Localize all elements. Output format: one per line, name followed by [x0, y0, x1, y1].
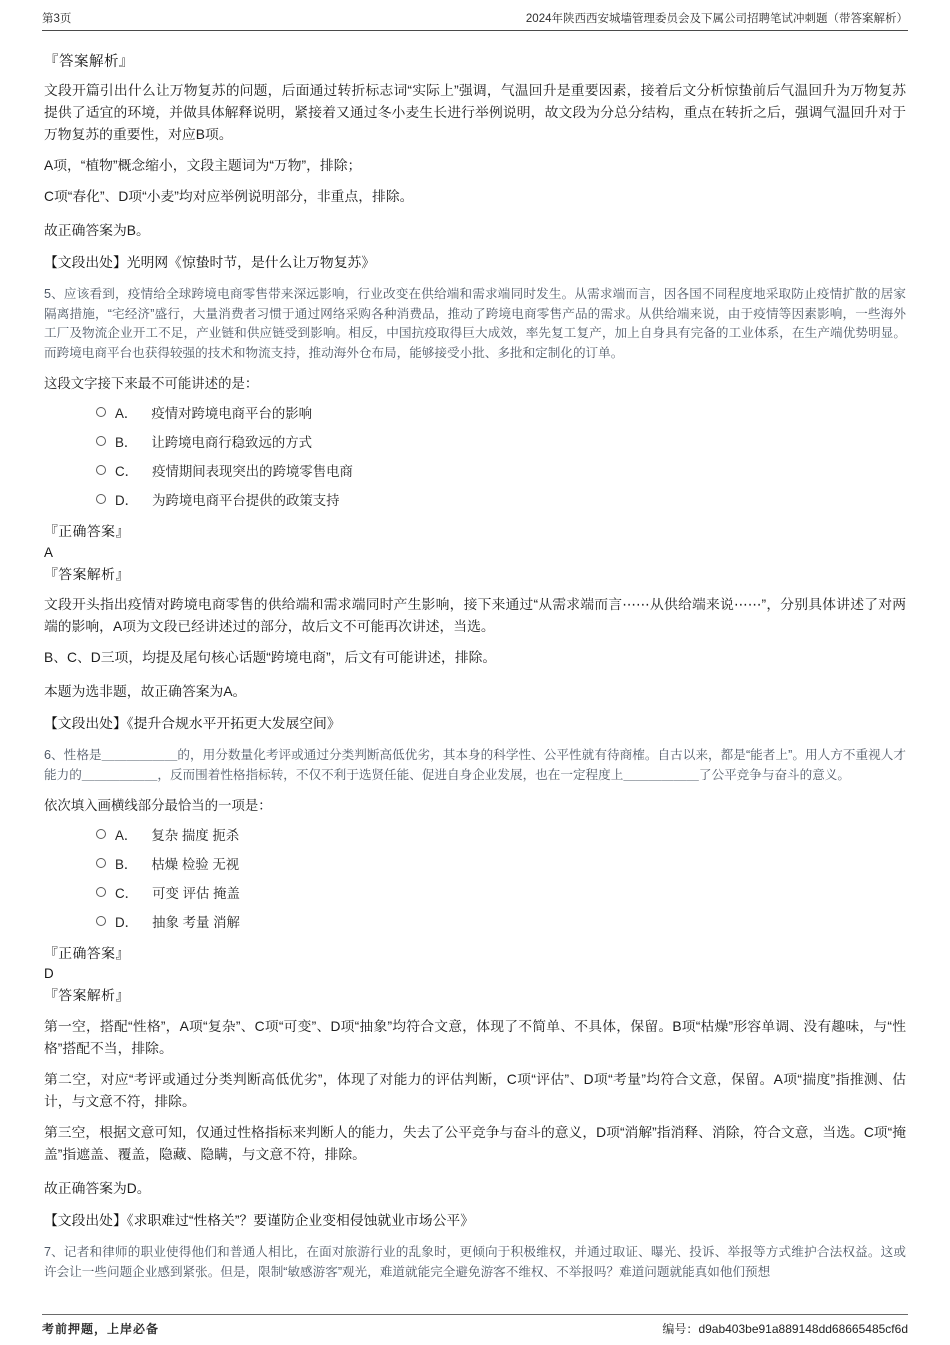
- verdict-line: 故正确答案为B。: [44, 223, 150, 239]
- option-row-6a[interactable]: [44, 822, 906, 846]
- option-row-5b[interactable]: [44, 429, 906, 453]
- answer-block-6: [44, 943, 906, 1007]
- answer-block-5: [44, 521, 906, 585]
- option-text: 复杂 揣度 扼杀: [151, 827, 240, 843]
- footer-code-value: d9ab403be91a889148dd68665485cf6d: [698, 1322, 908, 1336]
- option-letter: D．: [115, 492, 139, 508]
- source-line: 【文段出处】《提升合规水平开拓更大发展空间》: [44, 716, 341, 732]
- source-line: 【文段出处】光明网《惊蛰时节，是什么让万物复苏》: [44, 255, 376, 271]
- analysis-paragraph: 第一空，搭配“性格”，A项“复杂”、C项“可变”、D项“抽象”均符合文意，体现了不简单、不具体，保留。B项“枯燥”形容单调、没有趣味，与“性格”搭配不当，排除。: [44, 1018, 906, 1056]
- option-row-5a[interactable]: [44, 400, 906, 424]
- question-prompt-6: 依次填入画横线部分最恰当的一项是：: [44, 798, 272, 814]
- verdict-line: 故正确答案为D。: [44, 1181, 151, 1196]
- verdict-line: 本题为选非题，故正确答案为A。: [44, 684, 247, 700]
- document-title: 2024年陕西西安城墙管理委员会及下属公司招聘笔试冲刺题（带答案解析）: [525, 13, 908, 25]
- option-row-5d[interactable]: [44, 487, 906, 511]
- option-text: 为跨境电商平台提供的政策支持: [152, 492, 340, 508]
- option-letter: C．: [115, 885, 139, 901]
- option-text: 枯燥 检验 无视: [151, 856, 240, 872]
- option-letter: B．: [115, 856, 138, 872]
- footer-slogan: 考前押题，上岸必备: [42, 1322, 160, 1336]
- option-text: 让跨境电商行稳致远的方式: [151, 434, 313, 450]
- page-header: [0, 0, 950, 31]
- radio-button[interactable]: [96, 858, 106, 868]
- analysis-label: 『答案解析』: [44, 988, 130, 1004]
- option-text: 可变 评估 掩盖: [152, 885, 240, 901]
- option-letter: A．: [115, 827, 138, 843]
- document-body: [0, 31, 950, 1282]
- analysis-paragraph: 第三空，根据文意可知，仅通过性格指标来判断人的能力，失去了公平竞争与奋斗的意义，D项“消解”指消释、消除，符合文意，当选。C项“掩盖”指遮盖、覆盖，隐藏、隐瞒，与文意不符，排除。: [44, 1124, 906, 1162]
- option-letter: D．: [115, 914, 139, 930]
- analysis-label: 『答案解析』: [44, 54, 134, 70]
- analysis-paragraph: B、C、D三项，均提及尾句核心话题“跨境电商”，后文有可能讲述，排除。: [44, 650, 497, 666]
- question-stem-5: 5、应该看到，疫情给全球跨境电商零售带来深远影响，行业改变在供给端和需求端同时发生。从需求端而言，因各国不同程度地采取防止疫情扩散的居家隔离措施，“宅经济”盛行，大量消费者习惯于通过网络采购各种消费品，推动了跨境电商零售产品的需求。从供给端来说，由于疫情等因素影响，一些海外工厂及物流企业开工不足，产业链和供应链受到影响。相反，中国抗疫取得巨大成效，率先复工复产，加上自身具有完备的工业体系，在生产端优势明显。而跨境电商平台也获得较强的技术和物流支持，推动海外仓布局，能够接受小批、多批和定制化的订单。: [44, 287, 906, 360]
- analysis-paragraph: 文段开头指出疫情对跨境电商零售的供给端和需求端同时产生影响，接下来通过“从需求端而言⋯⋯从供给端来说⋯⋯”，分别具体讲述了对两端的影响，A项为文段已经讲述过的部分，故后文不可能再次讲述，当选。: [44, 596, 906, 634]
- analysis-paragraph: 第二空，对应“考评或通过分类判断高低优劣”，体现了对能力的评估判断，C项“评估”、D项“考量”均符合文意，保留。A项“揣度”指推测、估计，与文意不符，排除。: [44, 1071, 906, 1109]
- analysis-paragraph: 文段开篇引出什么让万物复苏的问题，后面通过转折标志词“实际上”强调，气温回升是重要因素，接着后文分析惊蛰前后气温回升为万物复苏提供了适宜的环境，并做具体解释说明，紧接着又通过冬小麦生长进行举例说明，故文段为分总分结构，重点在转折之后，强调气温回升对于万物复苏的重要性，对应B项。: [44, 83, 906, 143]
- answer-letter: A: [44, 544, 53, 560]
- page-number: 第3页: [42, 13, 72, 25]
- option-row-6d[interactable]: [44, 909, 906, 933]
- question-prompt-5: 这段文字接下来最不可能讲述的是：: [44, 376, 259, 392]
- radio-button[interactable]: [96, 916, 106, 926]
- option-row-6b[interactable]: [44, 851, 906, 875]
- question-stem-7: 7、记者和律师的职业使得他们和普通人相比，在面对旅游行业的乱象时，更倾向于积极维权，并通过取证、曝光、投诉、举报等方式维护合法权益。这或许会让一些问题企业感到紧张。但是，限制“敏感游客”观光，难道就能完全避免游客不维权、不举报吗？难道问题就能真如他们预想: [44, 1245, 906, 1279]
- option-letter: C．: [115, 463, 139, 479]
- radio-button[interactable]: [96, 407, 106, 417]
- radio-button[interactable]: [96, 887, 106, 897]
- footer-code: [662, 1320, 908, 1337]
- correct-answer-label: 『正确答案』: [44, 524, 130, 540]
- question-stem-6: 6、性格是＿＿＿＿＿＿的，用分数量化考评或通过分类判断高低优劣，其本身的科学性、公平性就有待商榷。自古以来，都是“能者上”。用人方不重视人才能力的＿＿＿＿＿＿，反而围着性格指标转，不仅不利于选贤任能、促进自身企业发展，也在一定程度上＿＿＿＿＿＿了公平竞争与奋斗的意义。: [44, 748, 906, 782]
- analysis-paragraph: C项“春化”、D项“小麦”均对应举例说明部分，非重点，排除。: [44, 189, 414, 205]
- radio-button[interactable]: [96, 436, 106, 446]
- correct-answer-label: 『正确答案』: [44, 946, 130, 962]
- page-header-rule: [42, 10, 908, 31]
- radio-button[interactable]: [96, 494, 106, 504]
- answer-letter: D: [44, 966, 54, 982]
- analysis-label: 『答案解析』: [44, 566, 130, 582]
- option-text: 抽象 考量 消解: [152, 914, 240, 930]
- radio-button[interactable]: [96, 465, 106, 475]
- option-row-6c[interactable]: [44, 880, 906, 904]
- option-letter: A．: [115, 405, 138, 421]
- footer-code-label: 编号：: [662, 1322, 699, 1336]
- option-letter: B．: [115, 434, 138, 450]
- page-footer: [42, 1314, 908, 1337]
- radio-button[interactable]: [96, 829, 106, 839]
- option-text: 疫情对跨境电商平台的影响: [151, 405, 313, 421]
- analysis-paragraph: A项，“植物”概念缩小，文段主题词为“万物”，排除；: [44, 158, 362, 174]
- source-line: 【文段出处】《求职难过“性格关”？要谨防企业变相侵蚀就业市场公平》: [44, 1213, 474, 1228]
- option-text: 疫情期间表现突出的跨境零售电商: [152, 463, 353, 479]
- option-row-5c[interactable]: [44, 458, 906, 482]
